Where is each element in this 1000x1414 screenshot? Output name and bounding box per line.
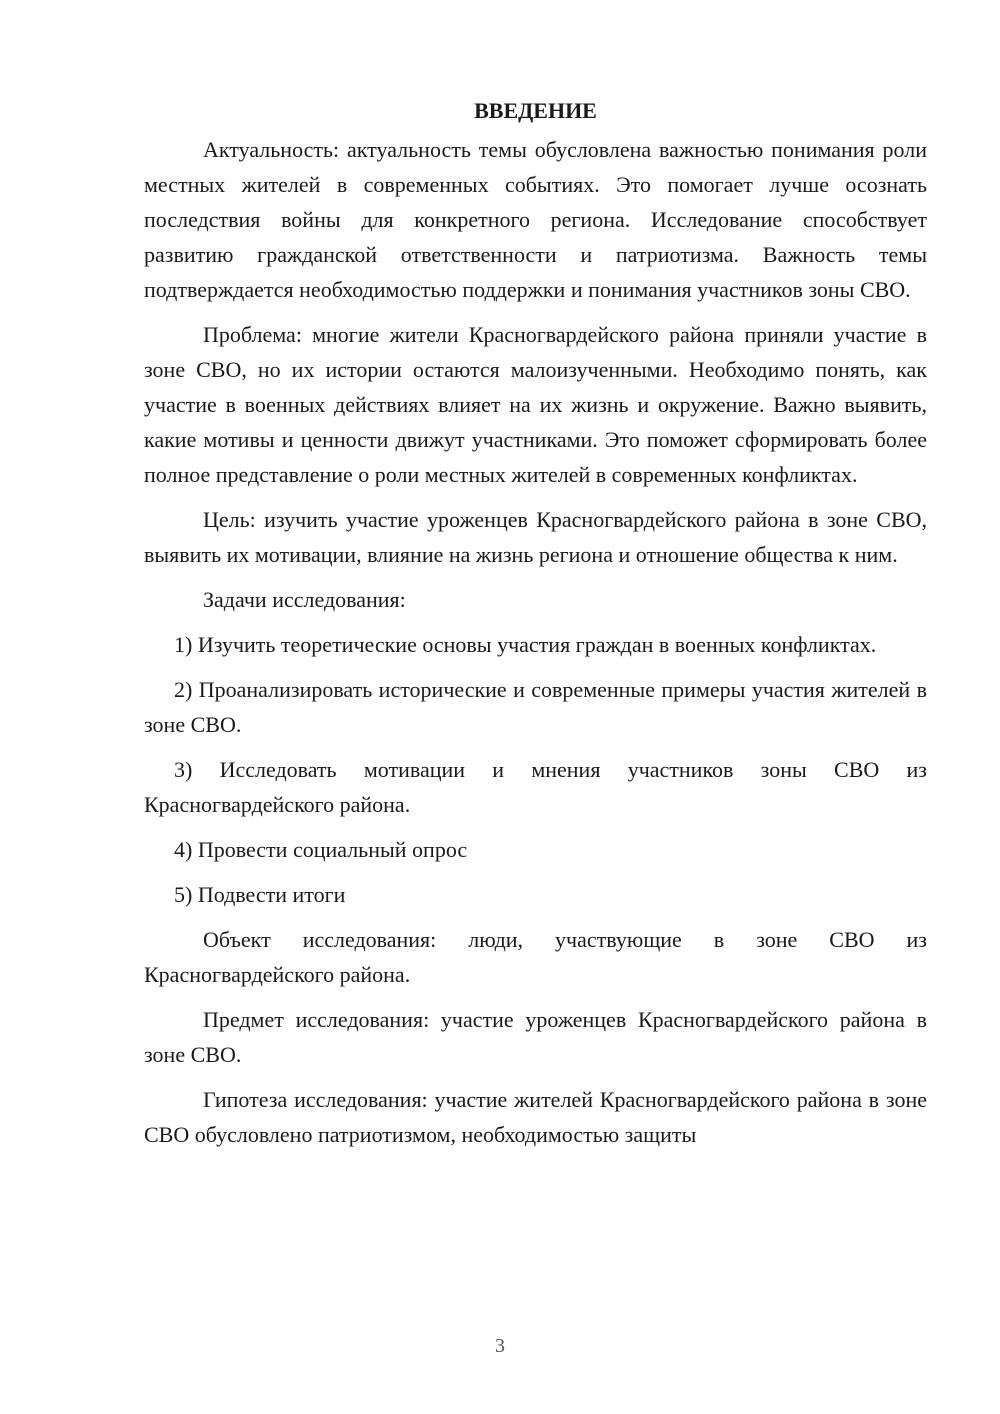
paragraph-goal: Цель: изучить участие уроженцев Красногвардейского района в зоне СВО, выявить их мотивации, влияние на жизнь региона и отношение общества к ним. [144, 507, 927, 567]
paragraph-hypothesis: Гипотеза исследования: участие жителей Красногвардейского района в зоне СВО обусловлено патриотизмом, необходимостью защиты [144, 1087, 927, 1147]
tasks-heading: Задачи исследования: [203, 587, 406, 612]
task-item-1: 1) Изучить теоретические основы участия граждан в военных конфликтах. [174, 632, 877, 657]
paragraph-problem: Проблема: многие жители Красногвардейского района приняли участие в зоне СВО, но их истории остаются малоизученными. Необходимо понять, как участие в военных действиях влияет на их жизнь и окружение. Важно выявить, какие мотивы и ценности движут участниками. Это поможет сформировать более полное представление о роли местных жителей в современных конфликтах. [144, 322, 927, 487]
task-item-5: 5) Подвести итоги [174, 882, 346, 907]
section-title: ВВЕДЕНИЕ [474, 98, 597, 123]
document-page [144, 96, 927, 1162]
task-item-4: 4) Провести социальный опрос [174, 837, 468, 862]
page-number: 3 [495, 1335, 505, 1357]
task-item-3: 3) Исследовать мотивации и мнения участников зоны СВО из Красногвардейского района. [144, 757, 927, 817]
paragraph-relevance: Актуальность: актуальность темы обусловлена важностью понимания роли местных жителей в современных событиях. Это помогает лучше осознать последствия войны для конкретного региона. Исследование способствует развитию гражданской ответственности и патриотизма. Важность темы подтверждается необходимостью поддержки и понимания участников зоны СВО. [144, 137, 927, 302]
task-item-2: 2) Проанализировать исторические и современные примеры участия жителей в зоне СВО. [144, 677, 927, 737]
paragraph-object: Объект исследования: люди, участвующие в зоне СВО из Красногвардейского района. [144, 927, 927, 987]
paragraph-subject: Предмет исследования: участие уроженцев Красногвардейского района в зоне СВО. [144, 1007, 927, 1067]
